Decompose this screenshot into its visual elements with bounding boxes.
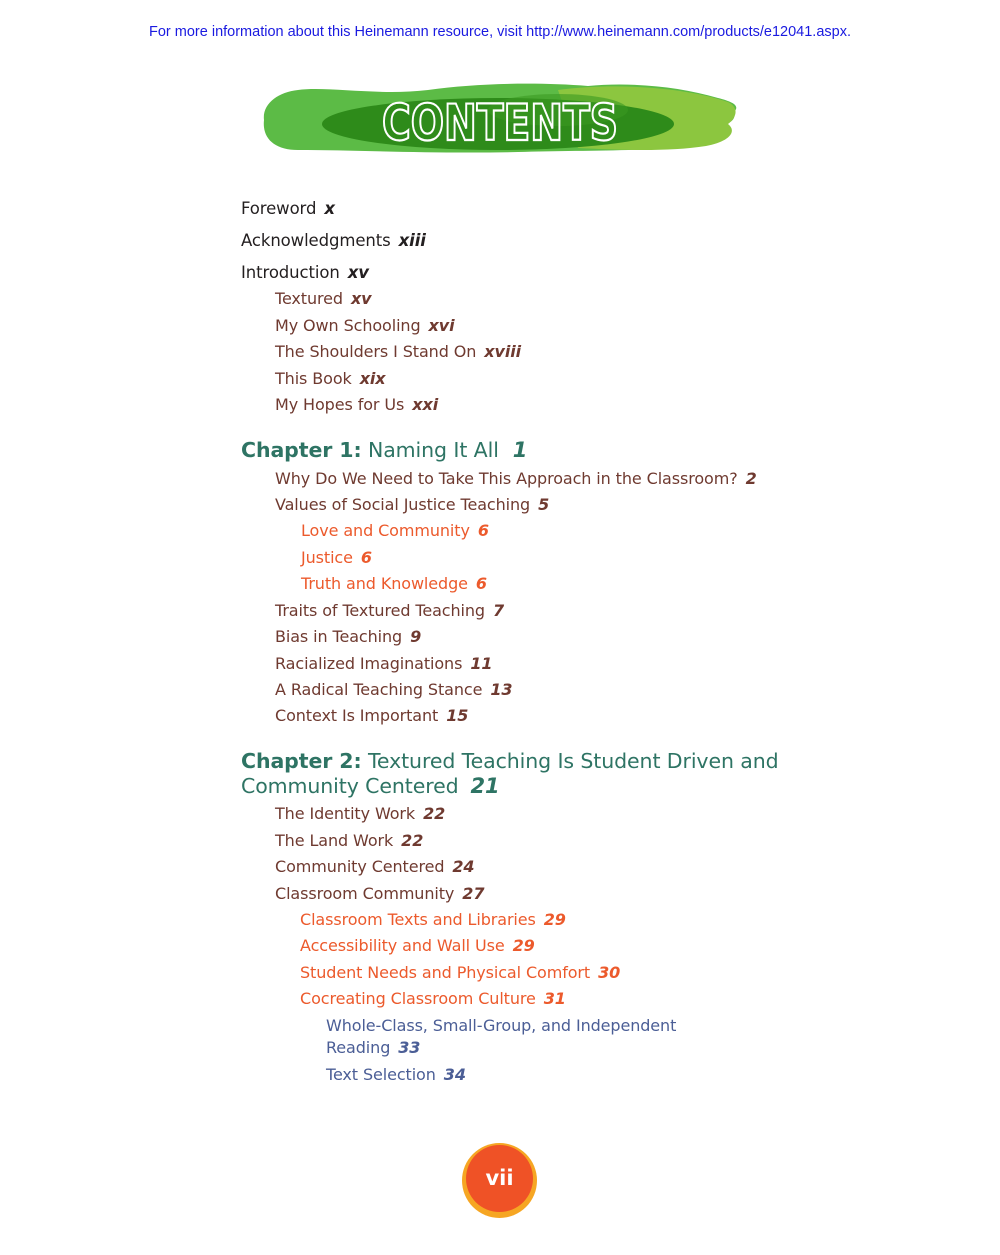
toc-entry-subsubsection[interactable]	[326, 1065, 466, 1084]
toc-entry-title: My Hopes for Us	[275, 395, 405, 414]
toc-entry-section[interactable]	[275, 804, 445, 823]
toc-entry-section[interactable]	[275, 289, 372, 308]
toc-entry-title: Textured	[275, 289, 343, 308]
toc-entry-section[interactable]	[275, 680, 512, 699]
toc-entry-subsection[interactable]	[300, 936, 535, 955]
toc-entry-title: Classroom Community	[275, 884, 455, 903]
toc-entry-section[interactable]	[275, 627, 421, 646]
toc-page-number: 33	[398, 1038, 421, 1057]
toc-entry-section[interactable]	[275, 857, 474, 876]
toc-entry-section[interactable]	[275, 369, 386, 388]
toc-entry-title: Racialized Imaginations	[275, 654, 463, 673]
toc-page-number: 5	[538, 495, 550, 514]
toc-entry-title: Student Needs and Physical Comfort	[300, 963, 591, 982]
toc-page-number: 34	[443, 1065, 466, 1084]
toc-chapter-2-continued[interactable]	[241, 774, 500, 798]
toc-page-number: xxi	[412, 395, 439, 414]
toc-page-number: 1	[512, 438, 528, 462]
toc-page-number: 27	[462, 884, 485, 903]
toc-entry-title: This Book	[275, 369, 352, 388]
paint-stroke-graphic	[258, 80, 740, 154]
toc-entry-section[interactable]	[275, 601, 504, 620]
toc-entry-section[interactable]	[275, 654, 492, 673]
toc-page-number: 29	[512, 936, 535, 955]
toc-entry-acknowledgments[interactable]	[241, 231, 426, 250]
toc-page-number: 22	[401, 831, 424, 850]
toc-page-number: 6	[360, 548, 372, 567]
toc-entry-title: Traits of Textured Teaching	[275, 601, 485, 620]
toc-entry-title: Introduction	[241, 263, 340, 282]
toc-page-number: 22	[423, 804, 446, 823]
resource-info-link[interactable]: For more information about this Heinemann resource, visit http://www.heinemann.com/products/e12041.aspx.	[149, 24, 851, 40]
toc-entry-section[interactable]	[275, 706, 468, 725]
toc-entry-section[interactable]	[275, 342, 521, 361]
contents-title: CONTENTS	[382, 94, 618, 152]
toc-page-number: 6	[475, 574, 487, 593]
toc-page-number: xviii	[484, 342, 521, 361]
toc-entry-title: A Radical Teaching Stance	[275, 680, 483, 699]
toc-page-number: 24	[452, 857, 475, 876]
toc-page-number: 31	[543, 989, 566, 1008]
toc-entry-title: Whole-Class, Small-Group, and Independent	[326, 1016, 677, 1035]
toc-entry-section[interactable]	[275, 495, 549, 514]
toc-entry-section[interactable]	[275, 469, 757, 488]
toc-page-number: 7	[492, 601, 504, 620]
toc-entry-title: Community Centered	[275, 857, 445, 876]
toc-entry-subsubsection[interactable]	[326, 1016, 676, 1035]
chapter-title: Naming It All	[367, 438, 499, 462]
page-number-badge	[462, 1143, 537, 1218]
toc-page-number: 13	[490, 680, 513, 699]
toc-entry-section[interactable]	[275, 395, 438, 414]
toc-page-number: xix	[359, 369, 386, 388]
toc-entry-subsection[interactable]	[300, 963, 620, 982]
toc-page-number: 21	[470, 774, 500, 798]
toc-entry-title-line2: Reading	[326, 1038, 391, 1057]
chapter-label: Chapter 1:	[241, 438, 362, 462]
toc-entry-title: Text Selection	[326, 1065, 436, 1084]
toc-page-number: xvi	[428, 316, 455, 335]
toc-entry-subsection[interactable]	[301, 521, 489, 540]
toc-page-number: xv	[347, 263, 369, 282]
toc-entry-section[interactable]	[275, 831, 423, 850]
toc-page-number: 15	[446, 706, 469, 725]
toc-page-number: 9	[410, 627, 422, 646]
toc-entry-title: Context Is Important	[275, 706, 439, 725]
toc-entry-title: Cocreating Classroom Culture	[300, 989, 536, 1008]
toc-entry-title: The Land Work	[275, 831, 394, 850]
toc-page-number: xiii	[398, 231, 426, 250]
toc-page-number: 30	[598, 963, 621, 982]
toc-chapter-2[interactable]	[241, 749, 779, 773]
toc-page-number: xv	[350, 289, 372, 308]
toc-entry-subsection[interactable]	[300, 910, 566, 929]
toc-entry-subsection[interactable]	[300, 989, 566, 1008]
toc-entry-title: Love and Community	[301, 521, 470, 540]
toc-entry-title: Values of Social Justice Teaching	[275, 495, 531, 514]
page-number: vii	[466, 1145, 533, 1212]
toc-entry-section[interactable]	[275, 884, 484, 903]
toc-page-number: 2	[745, 469, 757, 488]
toc-entry-title: Bias in Teaching	[275, 627, 403, 646]
toc-entry-subsubsection-continued[interactable]	[326, 1038, 420, 1057]
toc-entry-subsection[interactable]	[301, 574, 487, 593]
toc-entry-subsection[interactable]	[301, 548, 372, 567]
toc-entry-section[interactable]	[275, 316, 454, 335]
toc-entry-title: Accessibility and Wall Use	[300, 936, 505, 955]
toc-page-number: x	[324, 199, 335, 218]
toc-page-number: 11	[470, 654, 493, 673]
toc-entry-title: Truth and Knowledge	[301, 574, 468, 593]
toc-chapter-1[interactable]	[241, 438, 527, 462]
toc-page-number: 6	[477, 521, 489, 540]
toc-entry-title: Why Do We Need to Take This Approach in the Classroom?	[275, 469, 738, 488]
toc-entry-introduction[interactable]	[241, 263, 369, 282]
toc-entry-title: Foreword	[241, 199, 317, 218]
toc-page-number: 29	[543, 910, 566, 929]
toc-entry-title: Justice	[301, 548, 353, 567]
toc-entry-title: My Own Schooling	[275, 316, 421, 335]
toc-entry-title: The Shoulders I Stand On	[275, 342, 477, 361]
toc-entry-foreword[interactable]	[241, 199, 335, 218]
contents-banner	[258, 80, 740, 154]
chapter-label: Chapter 2:	[241, 749, 362, 773]
chapter-title-line2: Community Centered	[241, 774, 459, 798]
chapter-title-line1: Textured Teaching Is Student Driven and	[367, 749, 779, 773]
toc-entry-title: Acknowledgments	[241, 231, 391, 250]
toc-entry-title: Classroom Texts and Libraries	[300, 910, 536, 929]
toc-entry-title: The Identity Work	[275, 804, 416, 823]
